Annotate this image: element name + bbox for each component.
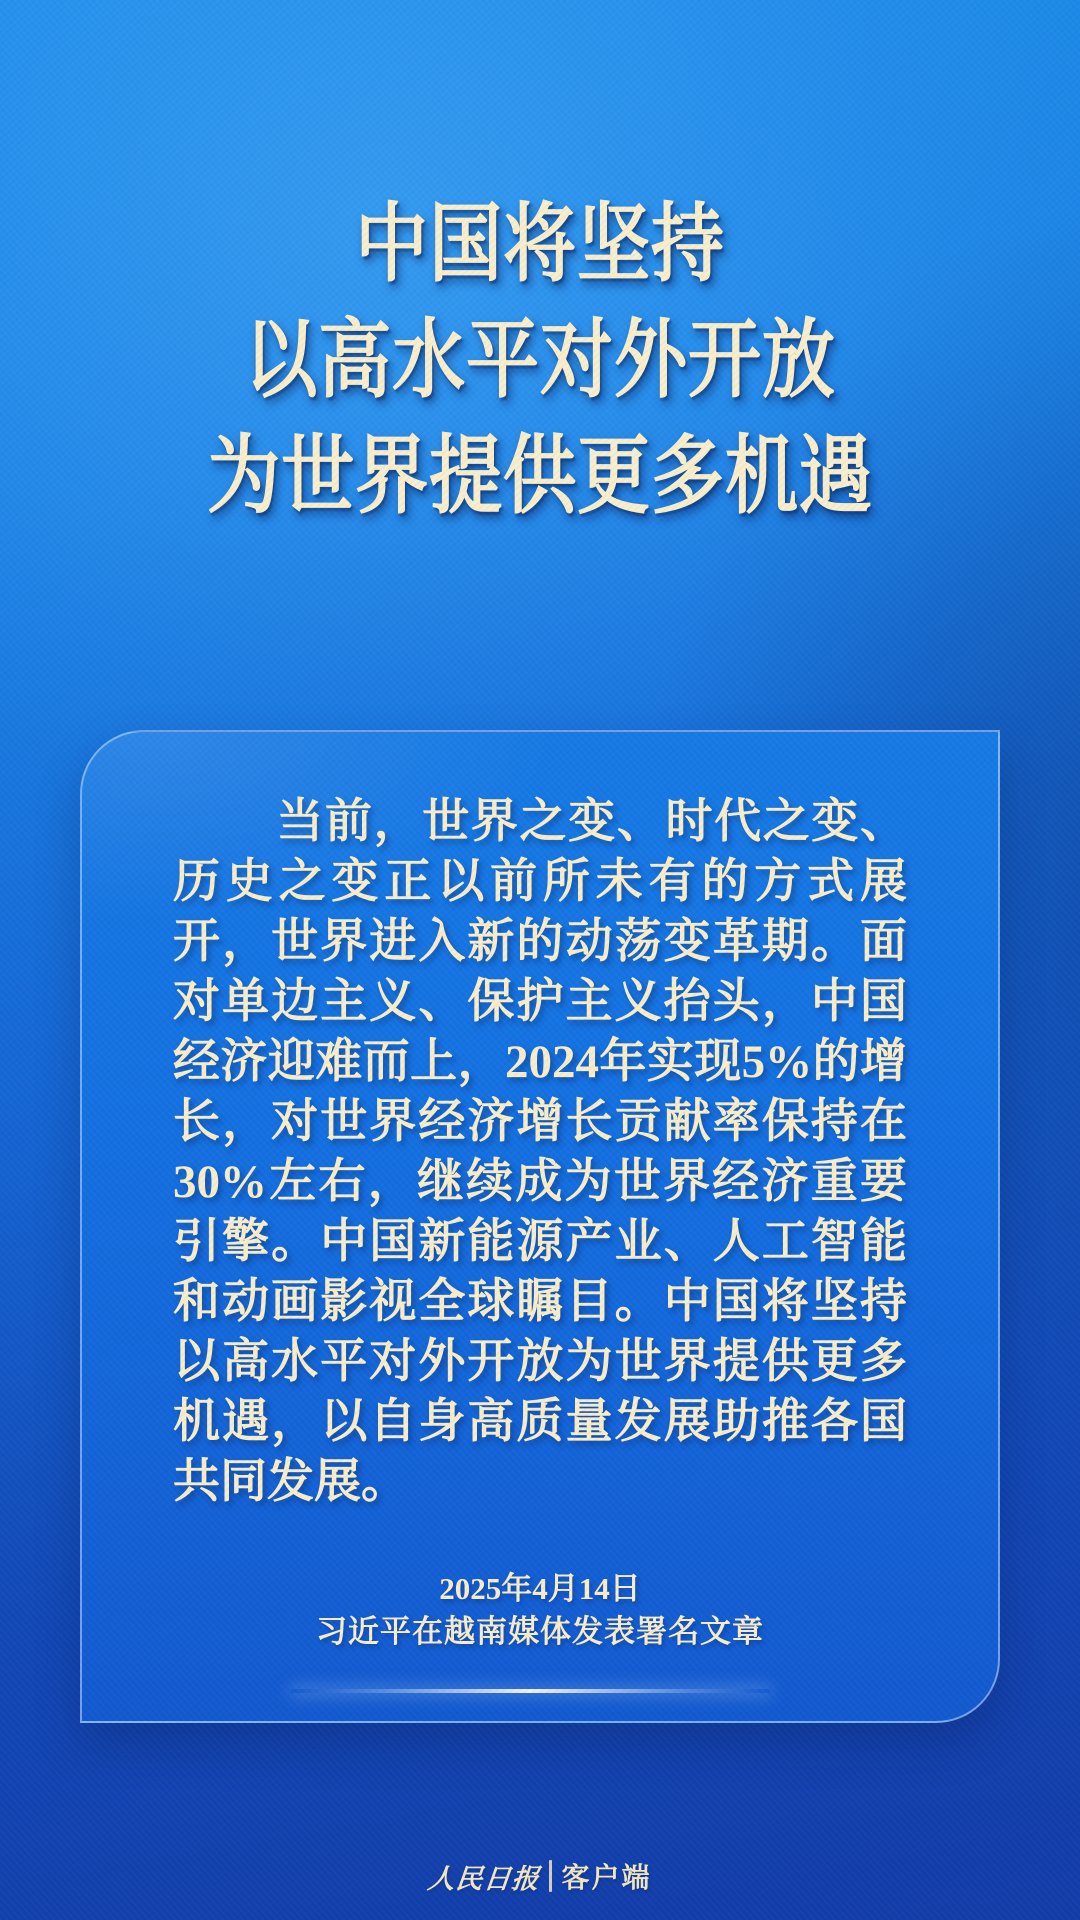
quote-date: 2025年4月14日	[439, 1571, 641, 1606]
quote-paragraph: 当前，世界之变、时代之变、历史之变正以前所未有的方式展开，世界进入新的动荡变革期。面对单边主义、保护主义抬头，中国经济迎难而上，2024年实现5%的增长，对世界经济增长贡献率保持在30%左右，继续成为世界经济重要引擎。中国新能源产业、人工智能和动画影视全球瞩目。中国将坚持以高水平对外开放为世界提供更多机遇，以自身高质量发展助推各国共同发展。	[173, 796, 907, 1508]
footer-logo	[0, 1852, 1080, 1900]
footer-client-label: 客户端	[561, 1862, 652, 1893]
title-line-2: 以高水平对外开放	[244, 312, 836, 408]
title-line-1: 中国将坚持	[355, 196, 725, 292]
quote-card	[80, 730, 1000, 1723]
quote-source: 习近平在越南媒体发表署名文章	[316, 1614, 764, 1649]
footer-divider-bar	[549, 1860, 552, 1892]
light-streak-decoration	[290, 1689, 770, 1693]
poster-title	[81, 186, 999, 534]
quote-meta	[173, 1568, 907, 1654]
peoples-daily-wordmark: 人民日报	[426, 1863, 542, 1894]
title-line-3: 为世界提供更多机遇	[207, 428, 873, 524]
